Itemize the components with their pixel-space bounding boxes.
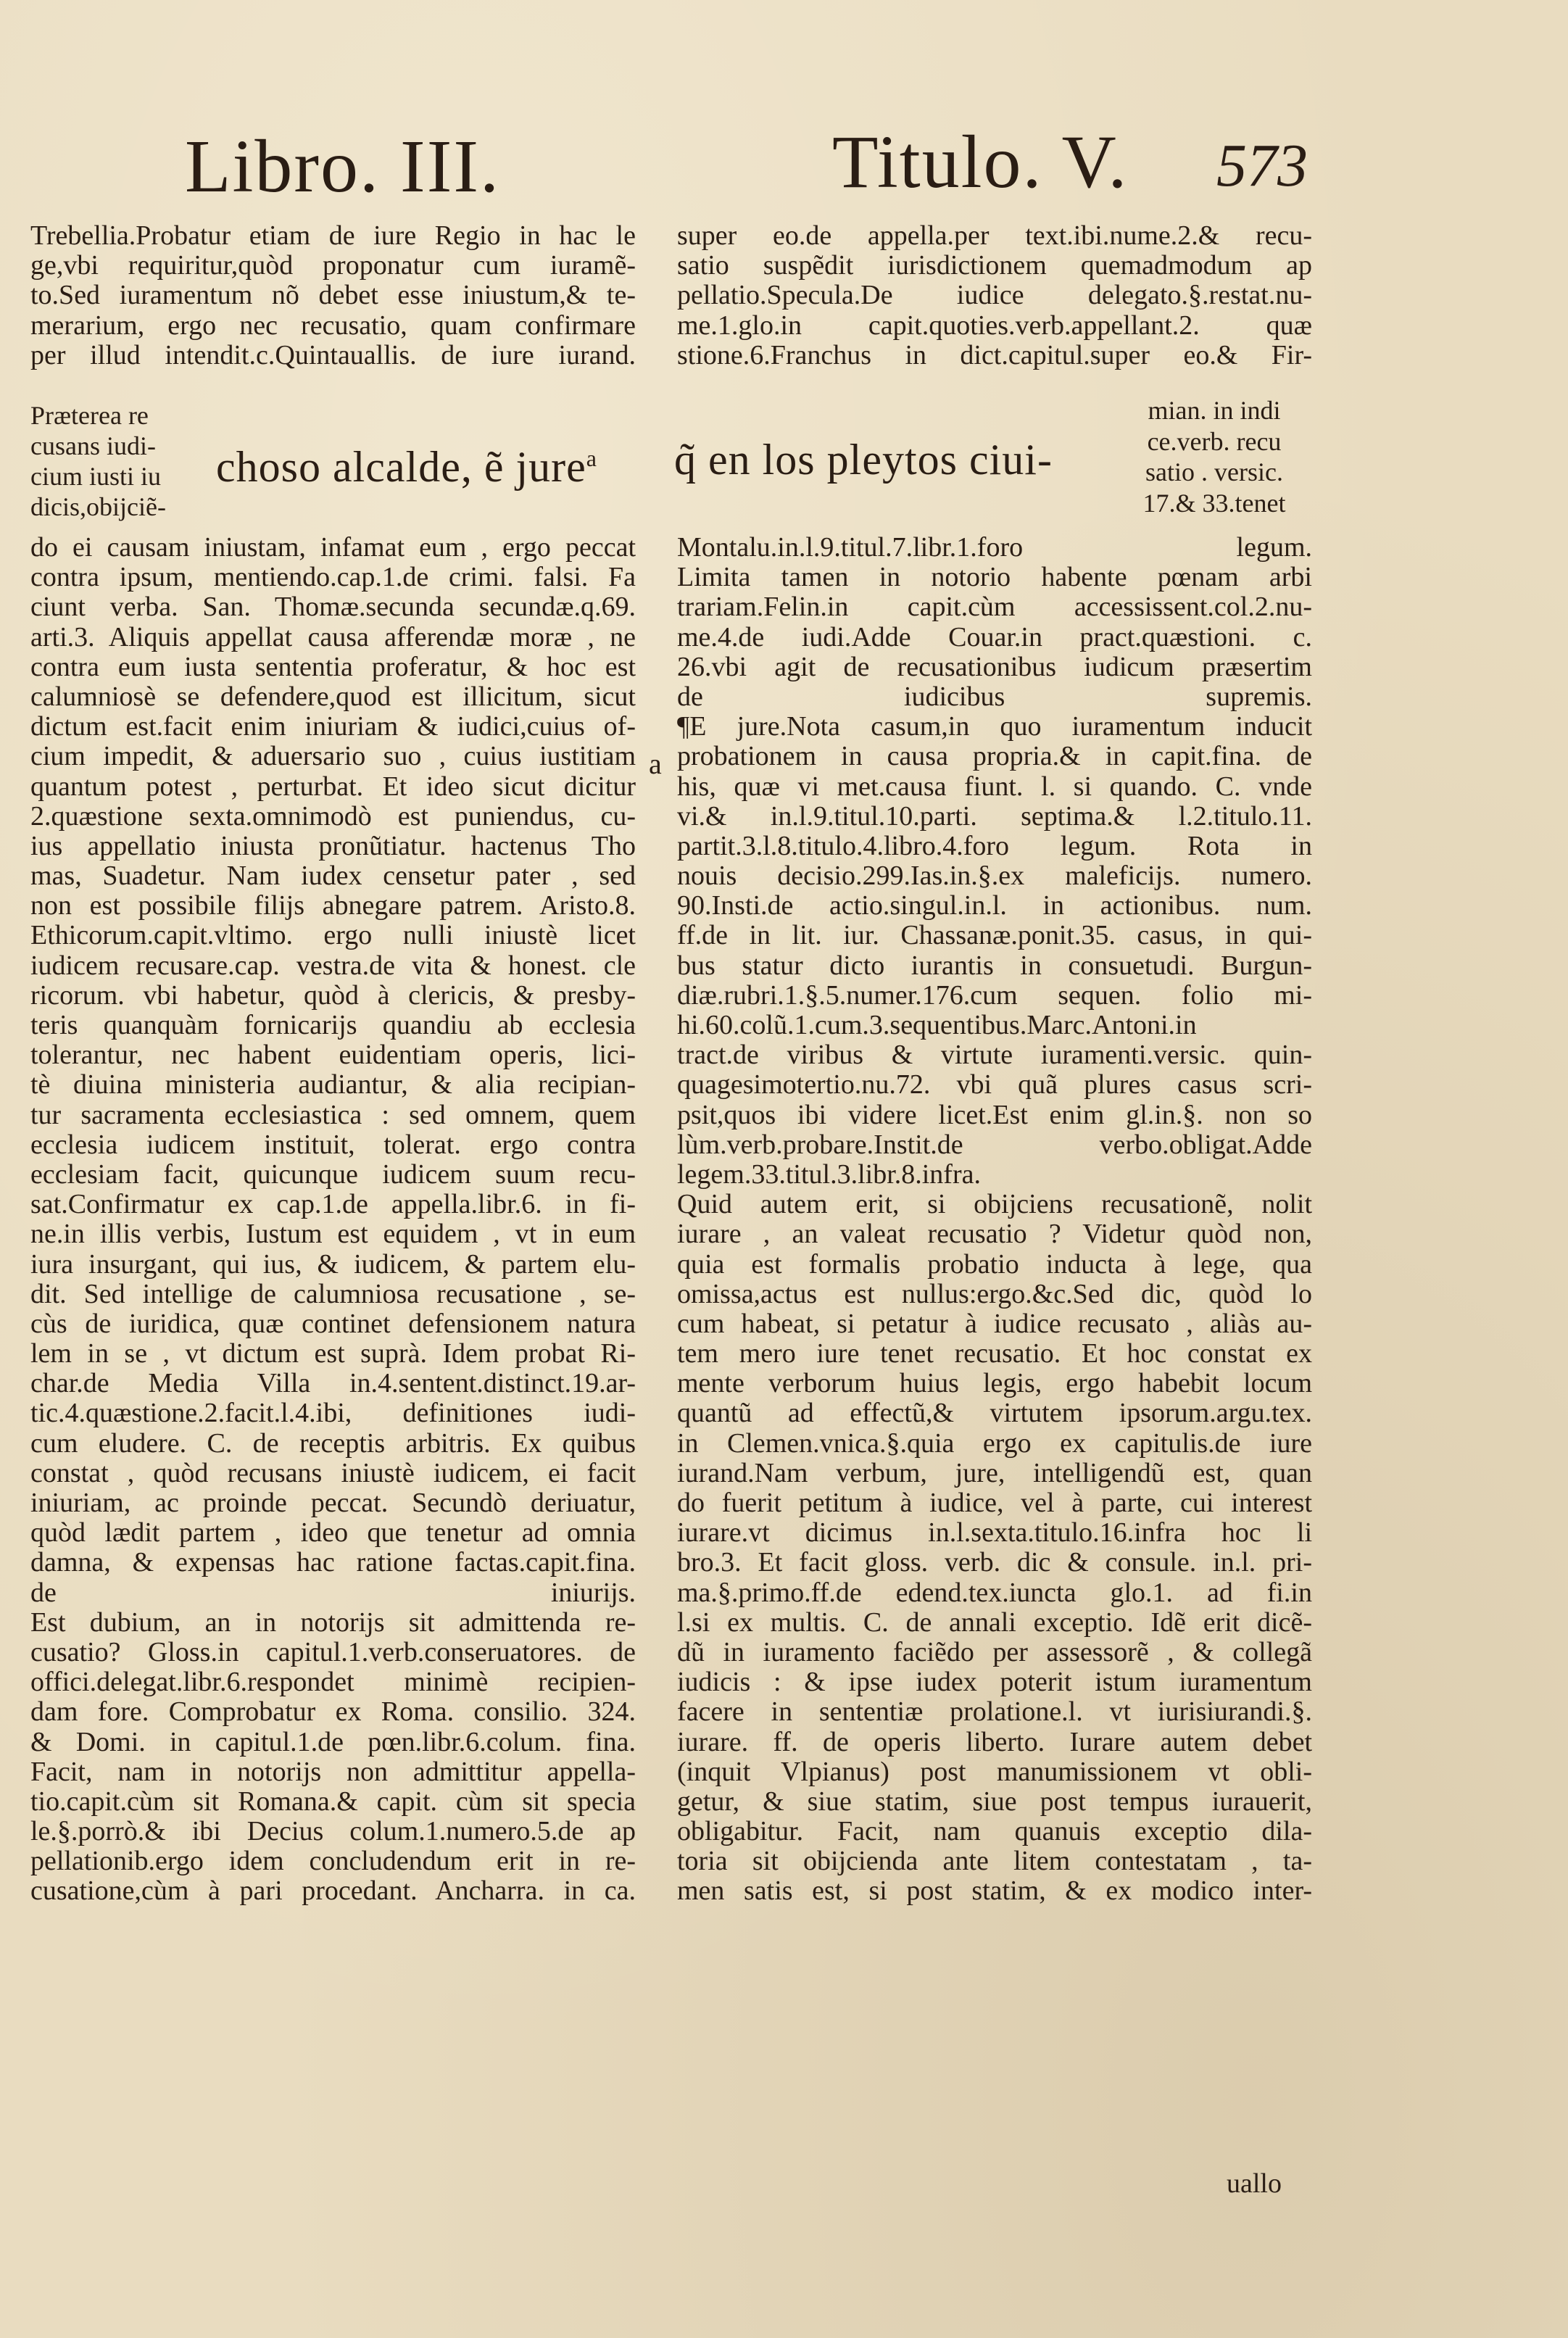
right-column-body — [677, 533, 1312, 1907]
text-line: de iniurijs. — [30, 1577, 636, 1608]
text-line: his, quæ vi met.causa fiunt. l. si quando. C. vnde — [677, 771, 1312, 802]
text-line: 90.Insti.de actio.singul.in.l. in actionibus. num. — [677, 890, 1312, 921]
text-line: stione.6.Franchus in dict.capitul.super eo.& Fir- — [677, 339, 1312, 370]
text-line: satio . versic. — [1145, 457, 1283, 486]
text-line: getur, & siue statim, siue post tempus iurauerit, — [677, 1786, 1312, 1817]
lemma-text: choso alcalde, ẽ jure — [216, 443, 586, 491]
text-line: quia est formalis probatio inducta à lege, qua — [677, 1248, 1312, 1280]
text-line: dam fore. Comprobatur ex Roma. consilio. 324. — [30, 1696, 636, 1728]
text-line: tolerantur, nec habent euidentiam operis, lici- — [30, 1040, 636, 1071]
text-line: cum eludere. C. de receptis arbitris. Ex quibus — [30, 1427, 636, 1459]
text-line: iurare.vt dicimus in.l.sexta.titulo.16.infra hoc li — [677, 1517, 1312, 1549]
text-line: char.de Media Villa in.4.sentent.distinct.19.ar- — [30, 1368, 636, 1399]
text-line: super eo.de appella.per text.ibi.nume.2.& recu- — [677, 220, 1312, 251]
text-line: teris quanquàm fornicarijs quandiu ab ecclesia — [30, 1010, 636, 1040]
text-line: nouis decisio.299.Ias.in.§.ex maleficijs. numero. — [677, 861, 1312, 892]
text-line: me.4.de iudi.Adde Couar.in pract.quæstioni. c. — [677, 621, 1312, 652]
text-line: dicis,obijciẽ- — [30, 492, 166, 521]
text-line: dũ in iuramento faciẽdo per assessorẽ , & collegã — [677, 1636, 1312, 1667]
text-line: ¶E jure.Nota casum,in quo iuramentum inducit — [677, 711, 1312, 742]
text-line: contra eum iusta sententia proferatur, & hoc est — [30, 651, 636, 682]
text-line: do fuerit petitum à iudice, vel à parte, cui interest — [677, 1488, 1312, 1518]
text-line: diæ.rubri.1.§.5.numer.176.cum sequen. folio mi- — [677, 979, 1312, 1011]
text-line: probationem in causa propria.& in capit.fina. de — [677, 741, 1312, 772]
text-line: arti.3. Aliquis appellat causa afferendæ moræ , ne — [30, 621, 636, 652]
text-line: ce.verb. recu — [1147, 426, 1282, 456]
text-line: iurare. ff. de operis liberto. Iurare autem debet — [677, 1726, 1312, 1757]
left-inset-text — [30, 400, 219, 522]
text-line: offici.delegat.libr.6.respondet minimè recipien- — [30, 1667, 636, 1698]
book-heading: Libro. III. — [185, 125, 500, 208]
text-line: partit.3.l.8.titulo.4.libro.4.foro legum. Rota in — [677, 830, 1312, 861]
text-line: quantũ ad effectũ,& virtutem ipsorum.argu.tex. — [677, 1398, 1312, 1429]
text-line: lùm.verb.probare.Instit.de verbo.obligat.Adde — [677, 1129, 1312, 1160]
text-line: cusans iudi- — [30, 431, 156, 460]
text-line: (inquit Vlpianus) post manumissionem vt obli- — [677, 1756, 1312, 1787]
lemma-mark: a — [586, 445, 597, 471]
text-line: obligabitur. Facit, nam quanuis exceptio dila- — [677, 1816, 1312, 1847]
text-line: toria sit obijcienda ante litem contestatam , ta- — [677, 1846, 1312, 1877]
folio-number: 573 — [1216, 132, 1308, 199]
text-line: iura insurgant, qui ius, & iudicem, & partem elu- — [30, 1248, 636, 1280]
text-line: ecclesia iudicem instituit, tolerat. ergo contra — [30, 1129, 636, 1160]
text-line: psit,quos ibi videre licet.Est enim gl.in.§. non so — [677, 1099, 1312, 1130]
text-line: ne.in illis verbis, Iustum est equidem , vt in eum — [30, 1219, 636, 1250]
text-line: lem in se , vt dictum est suprà. Idem probat Ri- — [30, 1338, 636, 1369]
text-line: pellationib.ergo idem concludendum erit in re- — [30, 1846, 636, 1877]
text-line: legem.33.titul.3.libr.8.infra. — [677, 1158, 981, 1190]
text-line: me.1.glo.in capit.quoties.verb.appellant.2. quæ — [677, 310, 1312, 341]
text-line: bus statur dicto iurantis in consuetudi. Burgun- — [677, 950, 1312, 981]
text-line: ciunt verba. San. Thomæ.secunda secundæ.q.69. — [30, 592, 636, 623]
text-line: mente verborum huius legis, ergo habebit locum — [677, 1368, 1312, 1399]
text-line: men satis est, si post statim, & ex modico inter- — [677, 1875, 1312, 1907]
right-column-top — [677, 221, 1312, 370]
text-line: dit. Sed intellige de calumniosa recusatione , se- — [30, 1278, 636, 1309]
text-line: satio suspẽdit iurisdictionem quemadmodum ap — [677, 250, 1312, 281]
text-line: facere in sententiæ prolatione.l. vt iurisiurandi.§. — [677, 1696, 1312, 1728]
text-line: sat.Confirmatur ex cap.1.de appella.libr.6. in fi- — [30, 1189, 636, 1220]
text-line: ge,vbi requiritur,quòd proponatur cum iuramẽ- — [30, 250, 636, 281]
text-line: 26.vbi agit de recusationibus iudicum præsertim — [677, 651, 1312, 682]
law-text-lemma-right: q̃ en los pleytos ciui- — [674, 436, 1053, 484]
text-line: per illud intendit.c.Quintauallis. de iure iurand. — [30, 339, 636, 370]
text-line: to.Sed iuramentum nõ debet esse iniustum,& te- — [30, 280, 636, 311]
text-line: cùs de iuridica, quæ continet defensionem natura — [30, 1308, 636, 1339]
text-line: 2.quæstione sexta.omnimodò est puniendus, cu- — [30, 800, 636, 832]
text-line: tem mero iure tenet recusatio. Et hoc constat ex — [677, 1338, 1312, 1369]
text-line: iurand.Nam verbum, jure, intelligendũ est, quan — [677, 1457, 1312, 1488]
text-line: iniuriam, ac proinde peccat. Secundò deriuatur, — [30, 1488, 636, 1518]
text-line: trariam.Felin.in capit.cùm accessissent.col.2.nu- — [677, 592, 1312, 623]
text-line: iurare , an valeat recusatio ? Videtur quòd non, — [677, 1219, 1312, 1250]
text-line: tur sacramenta ecclesiastica : sed omnem, quem — [30, 1099, 636, 1130]
text-line: de iudicibus supremis. — [677, 681, 1312, 712]
text-line: tio.capit.cùm sit Romana.& capit. cùm sit specia — [30, 1786, 636, 1817]
text-line: cium iusti iu — [30, 462, 161, 491]
text-line: Montalu.in.l.9.titul.7.libr.1.foro legum. — [677, 532, 1312, 563]
law-text-lemma-left — [216, 442, 597, 492]
text-line: mian. in indi — [1148, 396, 1281, 425]
text-line: ff.de in lit. iur. Chassanæ.ponit.35. casus, in qui- — [677, 920, 1312, 951]
text-line: pellatio.Specula.De iudice delegato.§.restat.nu- — [677, 280, 1312, 311]
margin-note-mark: a — [649, 747, 662, 780]
text-line: Limita tamen in notorio habente pœnam arbi — [677, 562, 1312, 593]
text-line: quantum potest , perturbat. Et ideo sicut dicitur — [30, 771, 636, 802]
text-line: in Clemen.vnica.§.quia ergo ex capitulis.de iure — [677, 1427, 1312, 1459]
text-line: mas, Suadetur. Nam iudex censetur pater , sed — [30, 861, 636, 892]
text-line: bro.3. Et facit gloss. verb. dic & consule. in.l. pri- — [677, 1547, 1312, 1578]
text-line: Præterea re — [30, 401, 149, 430]
text-line: cusatione,cùm à pari procedant. Ancharra. in ca. — [30, 1875, 636, 1907]
text-line: Quid autem erit, si obijciens recusationẽ, nolit — [677, 1189, 1312, 1220]
text-line: iudicem recusare.cap. vestra.de vita & honest. cle — [30, 950, 636, 981]
text-line: merarium, ergo nec recusatio, quam confirmare — [30, 310, 636, 341]
text-line: ius appellatio iniusta pronũtiatur. hactenus Tho — [30, 830, 636, 861]
text-line: Facit, nam in notorijs non admittitur appella- — [30, 1756, 636, 1787]
text-line: l.si ex multis. C. de annali exceptio. Idẽ erit dicẽ- — [677, 1607, 1312, 1638]
left-column-top — [30, 221, 636, 370]
text-line: tè diuina ministeria audiantur, & alia recipian- — [30, 1069, 636, 1100]
text-line: omissa,actus est nullus:ergo.&c.Sed dic, quòd lo — [677, 1278, 1312, 1309]
title-heading: Titulo. V. — [832, 120, 1129, 204]
text-line: cum habeat, si petatur à iudice recusato , aliàs au- — [677, 1308, 1312, 1339]
text-line: constat , quòd recusans iniustè iudicem, ei facit — [30, 1457, 636, 1488]
text-line: quagesimotertio.nu.72. vbi quã plures casus scri- — [677, 1069, 1312, 1100]
text-line: do ei causam iniustam, infamat eum , ergo peccat — [30, 532, 636, 563]
text-line: ecclesiam facit, quicunque iudicem suum recu- — [30, 1158, 636, 1190]
left-column-body — [30, 533, 636, 1907]
right-inset-text — [1116, 395, 1312, 518]
text-line: hi.60.colũ.1.cum.3.sequentibus.Marc.Antoni.in — [677, 1010, 1197, 1040]
text-line: tic.4.quæstione.2.facit.l.4.ibi, definitiones iudi- — [30, 1398, 636, 1429]
catchword: uallo — [1227, 2168, 1282, 2199]
text-line: ma.§.primo.ff.de edend.tex.iuncta glo.1. ad fi.in — [677, 1577, 1312, 1608]
text-line: le.§.porrò.& ibi Decius colum.1.numero.5.de ap — [30, 1816, 636, 1847]
text-line: & Domi. in capitul.1.de pœn.libr.6.colum. fina. — [30, 1726, 636, 1757]
text-line: cusatio? Gloss.in capitul.1.verb.conseruatores. de — [30, 1636, 636, 1667]
text-line: Ethicorum.capit.vltimo. ergo nulli iniustè licet — [30, 920, 636, 951]
text-line: Trebellia.Probatur etiam de iure Regio in hac le — [30, 220, 636, 251]
text-line: Est dubium, an in notorijs sit admittenda re- — [30, 1607, 636, 1638]
text-line: damna, & expensas hac ratione factas.capit.fina. — [30, 1547, 636, 1578]
text-line: quòd lædit partem , ideo que tenetur ad omnia — [30, 1517, 636, 1549]
text-line: iudicis : & ipse iudex poterit istum iuramentum — [677, 1667, 1312, 1698]
text-line: cium impedit, & aduersario suo , cuius iustitiam — [30, 741, 636, 772]
text-line: ricorum. vbi habetur, quòd à clericis, & presby- — [30, 979, 636, 1011]
text-line: vi.& in.l.9.titul.10.parti. septima.& l.2.titulo.11. — [677, 800, 1312, 832]
text-line: tract.de viribus & virtute iuramenti.versic. quin- — [677, 1040, 1312, 1071]
text-line: contra ipsum, mentiendo.cap.1.de crimi. falsi. Fa — [30, 562, 636, 593]
text-line: 17.& 33.tenet — [1142, 488, 1286, 518]
text-line: calumniosè se defendere,quod est illicitum, sicut — [30, 681, 636, 712]
running-header — [0, 109, 1568, 217]
text-line: dictum est.facit enim iniuriam & iudici,cuius of- — [30, 711, 636, 742]
text-line: non est possibile filijs abnegare patrem. Aristo.8. — [30, 890, 636, 921]
